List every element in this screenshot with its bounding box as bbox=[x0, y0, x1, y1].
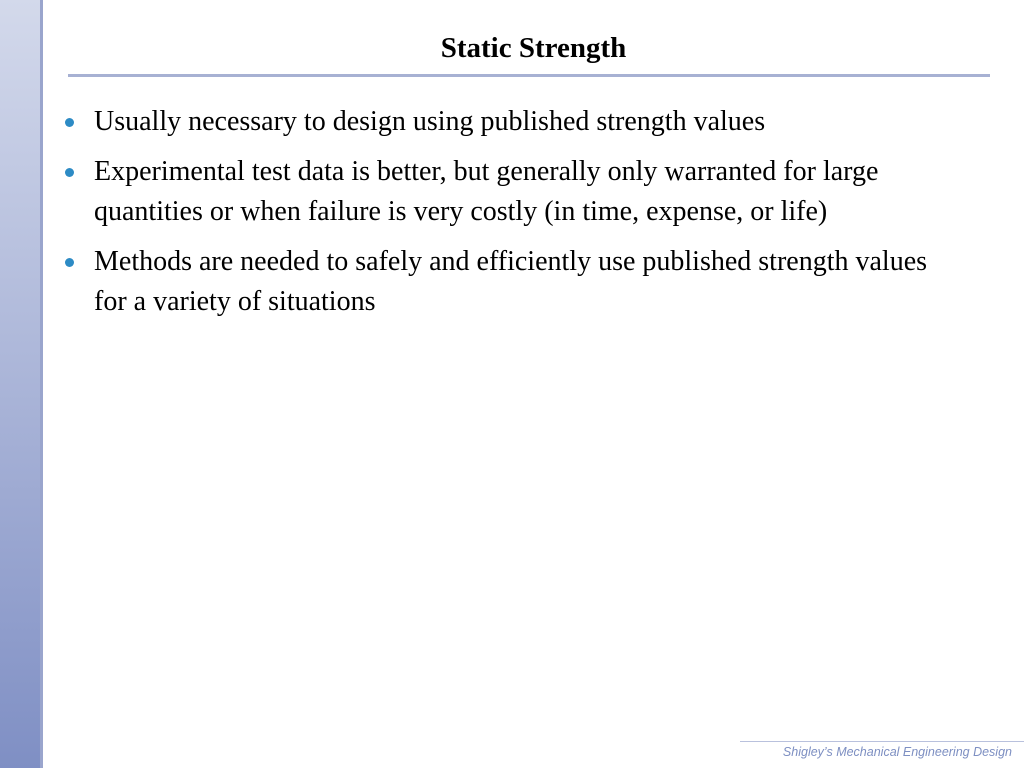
bullet-text: Usually necessary to design using published strength values bbox=[94, 106, 766, 137]
side-decoration-strip bbox=[0, 0, 40, 768]
bullet-dot-icon bbox=[65, 258, 74, 267]
bullet-dot-icon bbox=[65, 168, 74, 177]
footer-source: Shigley’s Mechanical Engineering Design bbox=[782, 745, 1012, 759]
bullet-item bbox=[63, 242, 943, 323]
footer-divider bbox=[740, 741, 1024, 742]
title-divider bbox=[68, 74, 990, 77]
slide-title: Static Strength bbox=[440, 32, 627, 64]
bullet-item bbox=[63, 152, 943, 233]
bullet-dot-icon bbox=[65, 118, 74, 127]
bullet-list bbox=[63, 102, 943, 332]
bullet-item bbox=[63, 102, 943, 143]
bullet-text: Experimental test data is better, but generally only warranted for large quantities or when failure is very costly (in time, expense, or life) bbox=[94, 155, 879, 227]
side-decoration-edge bbox=[40, 0, 43, 768]
bullet-text: Methods are needed to safely and efficiently use published strength values for a variety of situations bbox=[94, 245, 928, 317]
